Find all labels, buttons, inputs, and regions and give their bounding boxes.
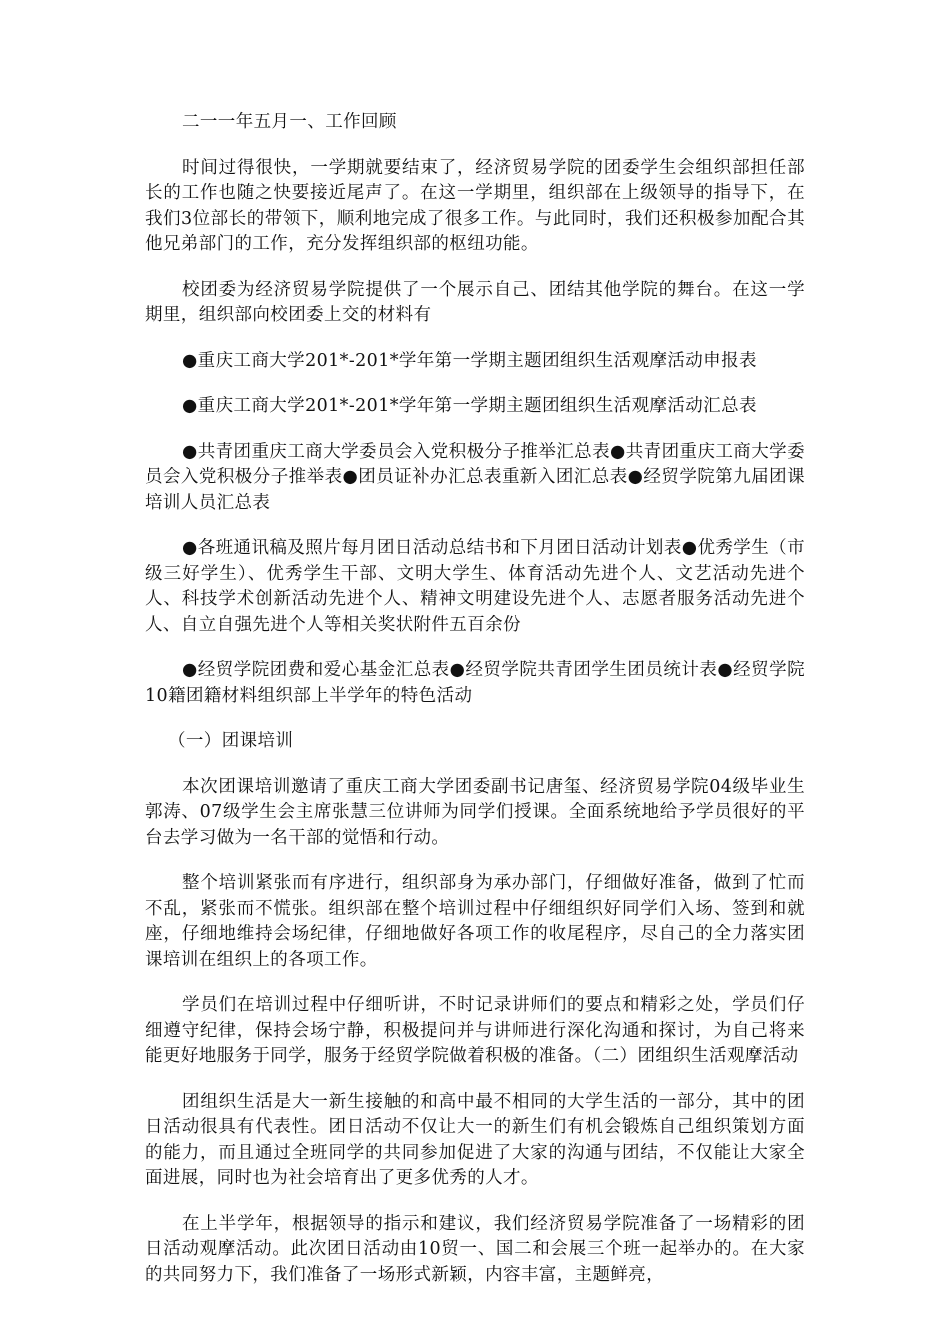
paragraph-intro: 时间过得很快，一学期就要结束了，经济贸易学院的团委学生会组织部担任部长的工作也随之快要接近尾声了。在这一学期里，组织部在上级领导的指导下，在我们3位部长的带领下，顺利地完成了很多工作。与此同时，我们还积极参加配合其他兄弟部门的工作，充分发挥组织部的枢纽功能。 <box>145 157 805 254</box>
section-heading-training: （一）团课培训 <box>168 731 294 751</box>
document-title-line: 二一一年五月一、工作回顾 <box>182 112 397 132</box>
paragraph-training-lecturers: 本次团课培训邀请了重庆工商大学团委副书记唐玺、经济贸易学院04级毕业生郭涛、07级学生会主席张慧三位讲师为同学们授课。全面系统地给予学员很好的平台去学习做为一名干部的觉悟和行动。 <box>145 776 805 848</box>
document-page <box>145 110 805 1308</box>
paragraph-materials-intro: 校团委为经济贸易学院提供了一个展示自己、团结其他学院的舞台。在这一学期里，组织部向校团委上交的材料有 <box>145 279 805 325</box>
paragraph-observation-activity: 在上半学年，根据领导的指示和建议，我们经济贸易学院准备了一场精彩的团日活动观摩活动。此次团日活动由10贸一、国二和会展三个班一起举办的。在大家的共同努力下，我们准备了一场形式新颖，内容丰富，主题鲜亮， <box>145 1213 805 1285</box>
bullet-item: ●经贸学院团费和爱心基金汇总表●经贸学院共青团学生团员统计表●经贸学院10籍团籍材料组织部上半学年的特色活动 <box>145 660 805 706</box>
paragraph-training-organization: 整个培训紧张而有序进行，组织部身为承办部门，仔细做好准备，做到了忙而不乱，紧张而不慌张。组织部在整个培训过程中仔细组织好同学们入场、签到和就座，仔细地维持会场纪律，仔细地做好各项工作的收尾程序，尽自己的全力落实团课培训在组织上的各项工作。 <box>145 873 805 970</box>
paragraph-training-students: 学员们在培训过程中仔细听讲，不时记录讲师们的要点和精彩之处，学员们仔细遵守纪律，保持会场宁静，积极提问并与讲师进行深化沟通和探讨，为自己将来能更好地服务于同学，服务于经贸学院做着积极的准备。（二）团组织生活观摩活动 <box>145 995 805 1066</box>
paragraph-league-life: 团组织生活是大一新生接触的和高中最不相同的大学生活的一部分，其中的团日活动很具有代表性。团日活动不仅让大一的新生们有机会锻炼自己组织策划方面的能力，而且通过全班同学的共同参加促进了大家的沟通与团结，不仅能让大家全面进展，同时也为社会培育出了更多优秀的人才。 <box>145 1091 805 1188</box>
bullet-item: ●各班通讯稿及照片每月团日活动总结书和下月团日活动计划表●优秀学生（市级三好学生）、优秀学生干部、文明大学生、体育活动先进个人、文艺活动先进个人、科技学术创新活动先进个人、精神文明建设先进个人、志愿者服务活动先进个人、自立自强先进个人等相关奖状附件五百余份 <box>145 538 805 635</box>
bullet-item: ●共青团重庆工商大学委员会入党积极分子推举汇总表●共青团重庆工商大学委员会入党积极分子推举表●团员证补办汇总表重新入团汇总表●经贸学院第九届团课培训人员汇总表 <box>145 441 805 513</box>
bullet-item: ●重庆工商大学201*-201*学年第一学期主题团组织生活观摩活动汇总表 <box>182 396 757 416</box>
bullet-item: ●重庆工商大学201*-201*学年第一学期主题团组织生活观摩活动申报表 <box>182 350 757 371</box>
